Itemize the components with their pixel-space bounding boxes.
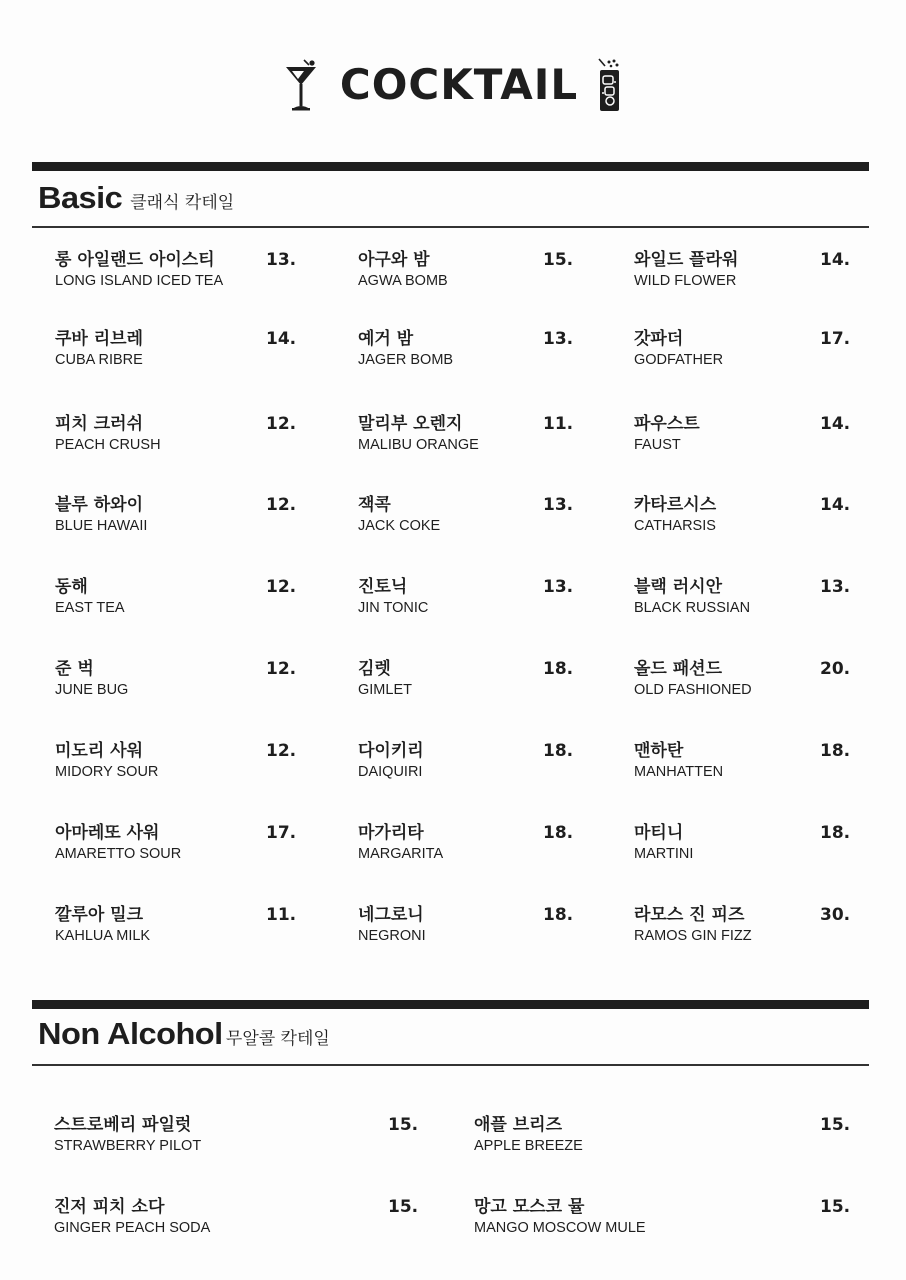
menu-item-price: 15.: [388, 1197, 419, 1217]
menu-item: [358, 495, 440, 535]
menu-item: [474, 1115, 583, 1155]
menu-header: [0, 55, 906, 115]
menu-item: [55, 659, 128, 699]
menu-item-name-en: JUNE BUG: [55, 682, 129, 698]
section-heading-non-alcohol: [38, 1016, 330, 1052]
menu-item-price: 12.: [266, 659, 297, 679]
menu-title: COCKTAIL: [339, 60, 579, 109]
menu-item-price: 11.: [266, 905, 297, 925]
section-title-en: Non Alcohol: [38, 1016, 223, 1051]
menu-item: [634, 905, 752, 945]
menu-item-name-ko: 쿠바 리브레: [55, 329, 144, 349]
menu-item-price: 30.: [820, 905, 851, 925]
menu-item: [54, 1197, 210, 1237]
menu-item: [358, 250, 448, 290]
menu-item: [634, 741, 723, 781]
menu-item-price: 18.: [543, 741, 574, 761]
menu-item-name-en: KAHLUA MILK: [55, 928, 151, 944]
menu-item-name-en: MARGARITA: [358, 846, 444, 862]
menu-item-name-ko: 롱 아일랜드 아이스티: [55, 250, 215, 270]
menu-item-price: 15.: [820, 1115, 851, 1135]
menu-item-name-ko: 준 벅: [55, 659, 94, 679]
menu-item-name-en: APPLE BREEZE: [474, 1138, 583, 1154]
martini-glass-icon: [284, 57, 318, 113]
menu-item-name-ko: 미도리 사워: [55, 741, 144, 761]
menu-item-name-ko: 파우스트: [634, 414, 700, 434]
menu-item-name-en: STRAWBERRY PILOT: [54, 1138, 202, 1154]
menu-item-name-en: CUBA RIBRE: [55, 352, 143, 368]
menu-item-name-ko: 아구와 밤: [358, 250, 430, 270]
menu-item-price: 13.: [543, 495, 574, 515]
menu-item: [358, 659, 412, 699]
menu-item-name-ko: 카타르시스: [634, 495, 717, 515]
menu-item-name-en: GINGER PEACH SODA: [54, 1220, 211, 1236]
menu-item-price: 20.: [820, 659, 851, 679]
section-heading-basic: [38, 180, 234, 216]
menu-item-name-en: JACK COKE: [358, 518, 441, 534]
menu-item-name-en: AMARETTO SOUR: [55, 846, 182, 862]
menu-item-name-ko: 스트로베리 파일럿: [54, 1115, 192, 1135]
menu-item-name-en: BLACK RUSSIAN: [634, 600, 751, 616]
menu-item: [634, 329, 723, 369]
menu-item-name-ko: 올드 패션드: [634, 659, 723, 679]
menu-item-price: 12.: [266, 414, 297, 434]
menu-item: [634, 495, 716, 535]
menu-item-name-ko: 블랙 러시안: [634, 577, 723, 597]
highball-glass-icon: [596, 57, 622, 113]
menu-item-name-ko: 진저 피치 소다: [54, 1197, 165, 1217]
menu-item-name-en: JIN TONIC: [358, 600, 429, 616]
menu-item-name-ko: 깔루아 밀크: [55, 905, 144, 925]
menu-item-name-ko: 진토닉: [358, 577, 408, 597]
menu-item-name-en: PEACH CRUSH: [55, 437, 161, 453]
section-divider-thick: [32, 162, 869, 171]
menu-item-name-en: JAGER BOMB: [358, 352, 454, 368]
section-divider-thin: [32, 1064, 869, 1066]
menu-item-name-ko: 라모스 진 피즈: [634, 905, 745, 925]
section-divider-thick: [32, 1000, 869, 1009]
menu-item: [54, 1115, 201, 1155]
menu-item-price: 12.: [266, 577, 297, 597]
section-title-ko: 무알콜 칵테일: [225, 1029, 330, 1049]
menu-item-price: 18.: [820, 823, 851, 843]
menu-item: [55, 495, 147, 535]
menu-item-name-ko: 망고 모스코 뮬: [474, 1197, 585, 1217]
menu-item: [55, 905, 150, 945]
menu-item-name-en: OLD FASHIONED: [634, 682, 752, 698]
menu-item-name-en: DAIQUIRI: [358, 764, 423, 780]
menu-item: [358, 823, 443, 863]
menu-item: [358, 905, 426, 945]
menu-item-name-ko: 아마레또 사워: [55, 823, 160, 843]
menu-item-name-en: MIDORY SOUR: [55, 764, 159, 780]
menu-item-name-ko: 블루 하와이: [55, 495, 144, 515]
menu-item: [634, 577, 750, 617]
menu-item-name-ko: 와일드 플라워: [634, 250, 739, 270]
menu-item: [634, 250, 738, 290]
menu-item: [55, 741, 158, 781]
menu-item-name-en: GIMLET: [358, 682, 412, 698]
menu-item: [358, 741, 424, 781]
menu-item-price: 18.: [543, 659, 574, 679]
menu-item-name-en: RAMOS GIN FIZZ: [634, 928, 752, 944]
menu-item-name-en: MARTINI: [634, 846, 694, 862]
menu-item-price: 14.: [266, 329, 297, 349]
menu-item-name-en: WILD FLOWER: [634, 273, 737, 289]
menu-item-name-ko: 맨하탄: [634, 741, 684, 761]
menu-item-price: 18.: [820, 741, 851, 761]
menu-item-price: 11.: [543, 414, 574, 434]
menu-item-name-en: GODFATHER: [634, 352, 724, 368]
menu-item-price: 17.: [266, 823, 297, 843]
section-title-en: Basic: [38, 180, 123, 215]
menu-item-name-en: NEGRONI: [358, 928, 426, 944]
menu-item-name-en: MANHATTEN: [634, 764, 724, 780]
menu-item-name-ko: 갓파더: [634, 329, 684, 349]
menu-item: [358, 329, 453, 369]
menu-item-price: 18.: [543, 823, 574, 843]
menu-item-name-ko: 잭콕: [358, 495, 391, 515]
menu-item-name-en: EAST TEA: [55, 600, 125, 616]
menu-item-price: 14.: [820, 414, 851, 434]
menu-item: [55, 329, 143, 369]
menu-item-name-ko: 김렛: [358, 659, 391, 679]
menu-item: [634, 659, 752, 699]
menu-item-name-en: MALIBU ORANGE: [358, 437, 479, 453]
menu-item: [55, 414, 161, 454]
menu-item-name-ko: 예거 밤: [358, 329, 414, 349]
menu-item-price: 12.: [266, 495, 297, 515]
menu-item-price: 15.: [543, 250, 574, 270]
menu-item-name-ko: 애플 브리즈: [474, 1115, 563, 1135]
menu-item-name-ko: 마티니: [634, 823, 684, 843]
menu-item-name-en: MANGO MOSCOW MULE: [474, 1220, 646, 1236]
menu-item: [634, 414, 700, 454]
menu-item: [55, 250, 223, 290]
menu-item: [358, 577, 428, 617]
menu-item-name-en: LONG ISLAND ICED TEA: [55, 273, 224, 289]
menu-item-name-en: BLUE HAWAII: [55, 518, 148, 534]
menu-item-name-en: AGWA BOMB: [358, 273, 448, 289]
menu-item: [55, 577, 125, 617]
menu-item-name-ko: 피치 크러쉬: [55, 414, 144, 434]
menu-item-price: 13.: [266, 250, 297, 270]
menu-item-price: 14.: [820, 495, 851, 515]
menu-item-price: 17.: [820, 329, 851, 349]
section-title-ko: 클래식 칵테일: [130, 193, 235, 213]
menu-item: [474, 1197, 646, 1237]
menu-item-price: 13.: [820, 577, 851, 597]
menu-item-price: 12.: [266, 741, 297, 761]
menu-item-price: 13.: [543, 329, 574, 349]
menu-item-name-ko: 말리부 오렌지: [358, 414, 463, 434]
menu-item-price: 13.: [543, 577, 574, 597]
menu-item-price: 14.: [820, 250, 851, 270]
menu-item: [634, 823, 693, 863]
menu-item-name-ko: 네그로니: [358, 905, 424, 925]
menu-item-price: 15.: [820, 1197, 851, 1217]
section-divider-thin: [32, 226, 869, 228]
menu-item-name-ko: 동해: [55, 577, 88, 597]
menu-item: [55, 823, 181, 863]
menu-item-price: 18.: [543, 905, 574, 925]
menu-item-name-en: FAUST: [634, 437, 681, 453]
menu-item-name-ko: 다이키리: [358, 741, 424, 761]
menu-item-name-ko: 마가리타: [358, 823, 424, 843]
menu-item: [358, 414, 479, 454]
menu-item-name-en: CATHARSIS: [634, 518, 716, 534]
menu-item-price: 15.: [388, 1115, 419, 1135]
